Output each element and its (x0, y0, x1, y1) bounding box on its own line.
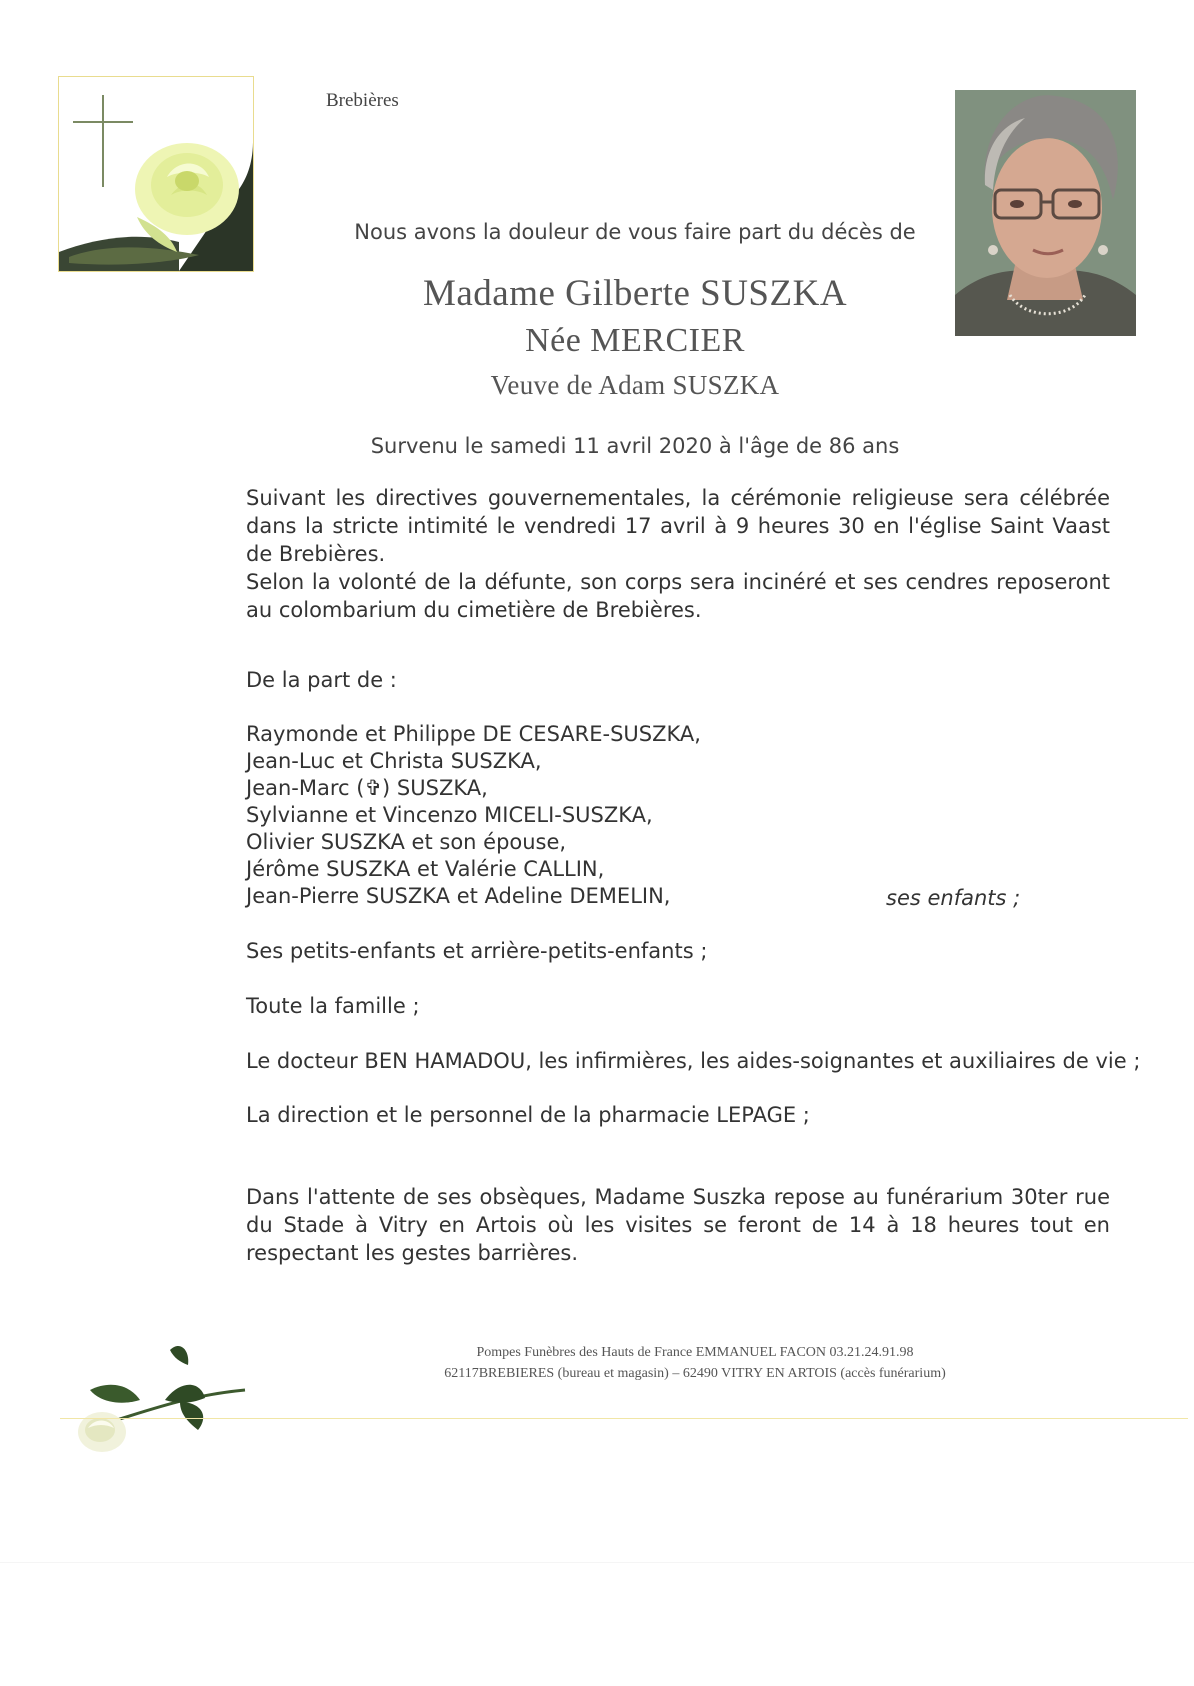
child-entry: Raymonde et Philippe DE CESARE-SUSZKA, (246, 722, 701, 746)
child-entry: Jean-Pierre SUSZKA et Adeline DEMELIN, (246, 884, 671, 908)
from-label: De la part de : (246, 668, 397, 692)
family-line: Toute la famille ; (246, 994, 420, 1018)
maiden-name: Née MERCIER (525, 322, 745, 359)
child-entry: Jean-Luc et Christa SUSZKA, (246, 749, 542, 773)
visits-paragraph: Dans l'attente de ses obsèques, Madame Suszka repose au funérarium 30ter rue du Stade à Vitry en Artois où les visites se feront de 14 à 18 heures tout en respectant les gestes barrières. (246, 1185, 1110, 1265)
rose-decoration (70, 1340, 255, 1460)
grandchildren-line: Ses petits-enfants et arrière-petits-enfants ; (246, 939, 708, 963)
announcement-intro: Nous avons la douleur de vous faire part du décès de (354, 220, 916, 244)
footer-divider (60, 1418, 1188, 1419)
footer-company-line: Pompes Funèbres des Hauts de France EMMANUEL FACON 03.21.24.91.98 (476, 1345, 914, 1360)
ceremony-paragraph: Suivant les directives gouvernementales, la cérémonie religieuse sera célébrée dans la stricte intimité le vendredi 17 avril à 9 heures 30 en l'église Saint Vaast de Brebières. (246, 486, 1110, 566)
rose-icon (70, 1340, 255, 1460)
death-date-line: Survenu le samedi 11 avril 2020 à l'âge de 86 ans (370, 434, 900, 458)
deceased-name: Madame Gilberte SUSZKA (422, 273, 848, 314)
cross-rose-icon (59, 77, 253, 271)
child-entry: Olivier SUSZKA et son épouse, (246, 830, 567, 854)
children-label: ses enfants ; (886, 886, 1021, 910)
child-entry: Sylvianne et Vincenzo MICELI-SUSZKA, (246, 803, 653, 827)
child-entry: Jean-Marc (✞) SUSZKA, (246, 776, 488, 800)
child-entry: Jérôme SUSZKA et Valérie CALLIN, (246, 857, 605, 881)
town-name: Brebières (326, 90, 399, 111)
cremation-paragraph: Selon la volonté de la défunte, son corps sera incinéré et ses cendres reposeront au colombarium du cimetière de Brebières. (246, 570, 1110, 622)
doctor-line: Le docteur BEN HAMADOU, les infirmières, les aides-soignantes et auxiliaires de vie ; (246, 1049, 1141, 1073)
pharmacy-line: La direction et le personnel de la pharmacie LEPAGE ; (246, 1103, 810, 1127)
footer-address-line: 62117BREBIERES (bureau et magasin) – 62490 VITRY EN ARTOIS (accès funérarium) (444, 1366, 946, 1381)
page-divider (0, 1562, 1194, 1563)
cross-rose-image (58, 76, 254, 272)
widow-of: Veuve de Adam SUSZKA (490, 370, 780, 400)
